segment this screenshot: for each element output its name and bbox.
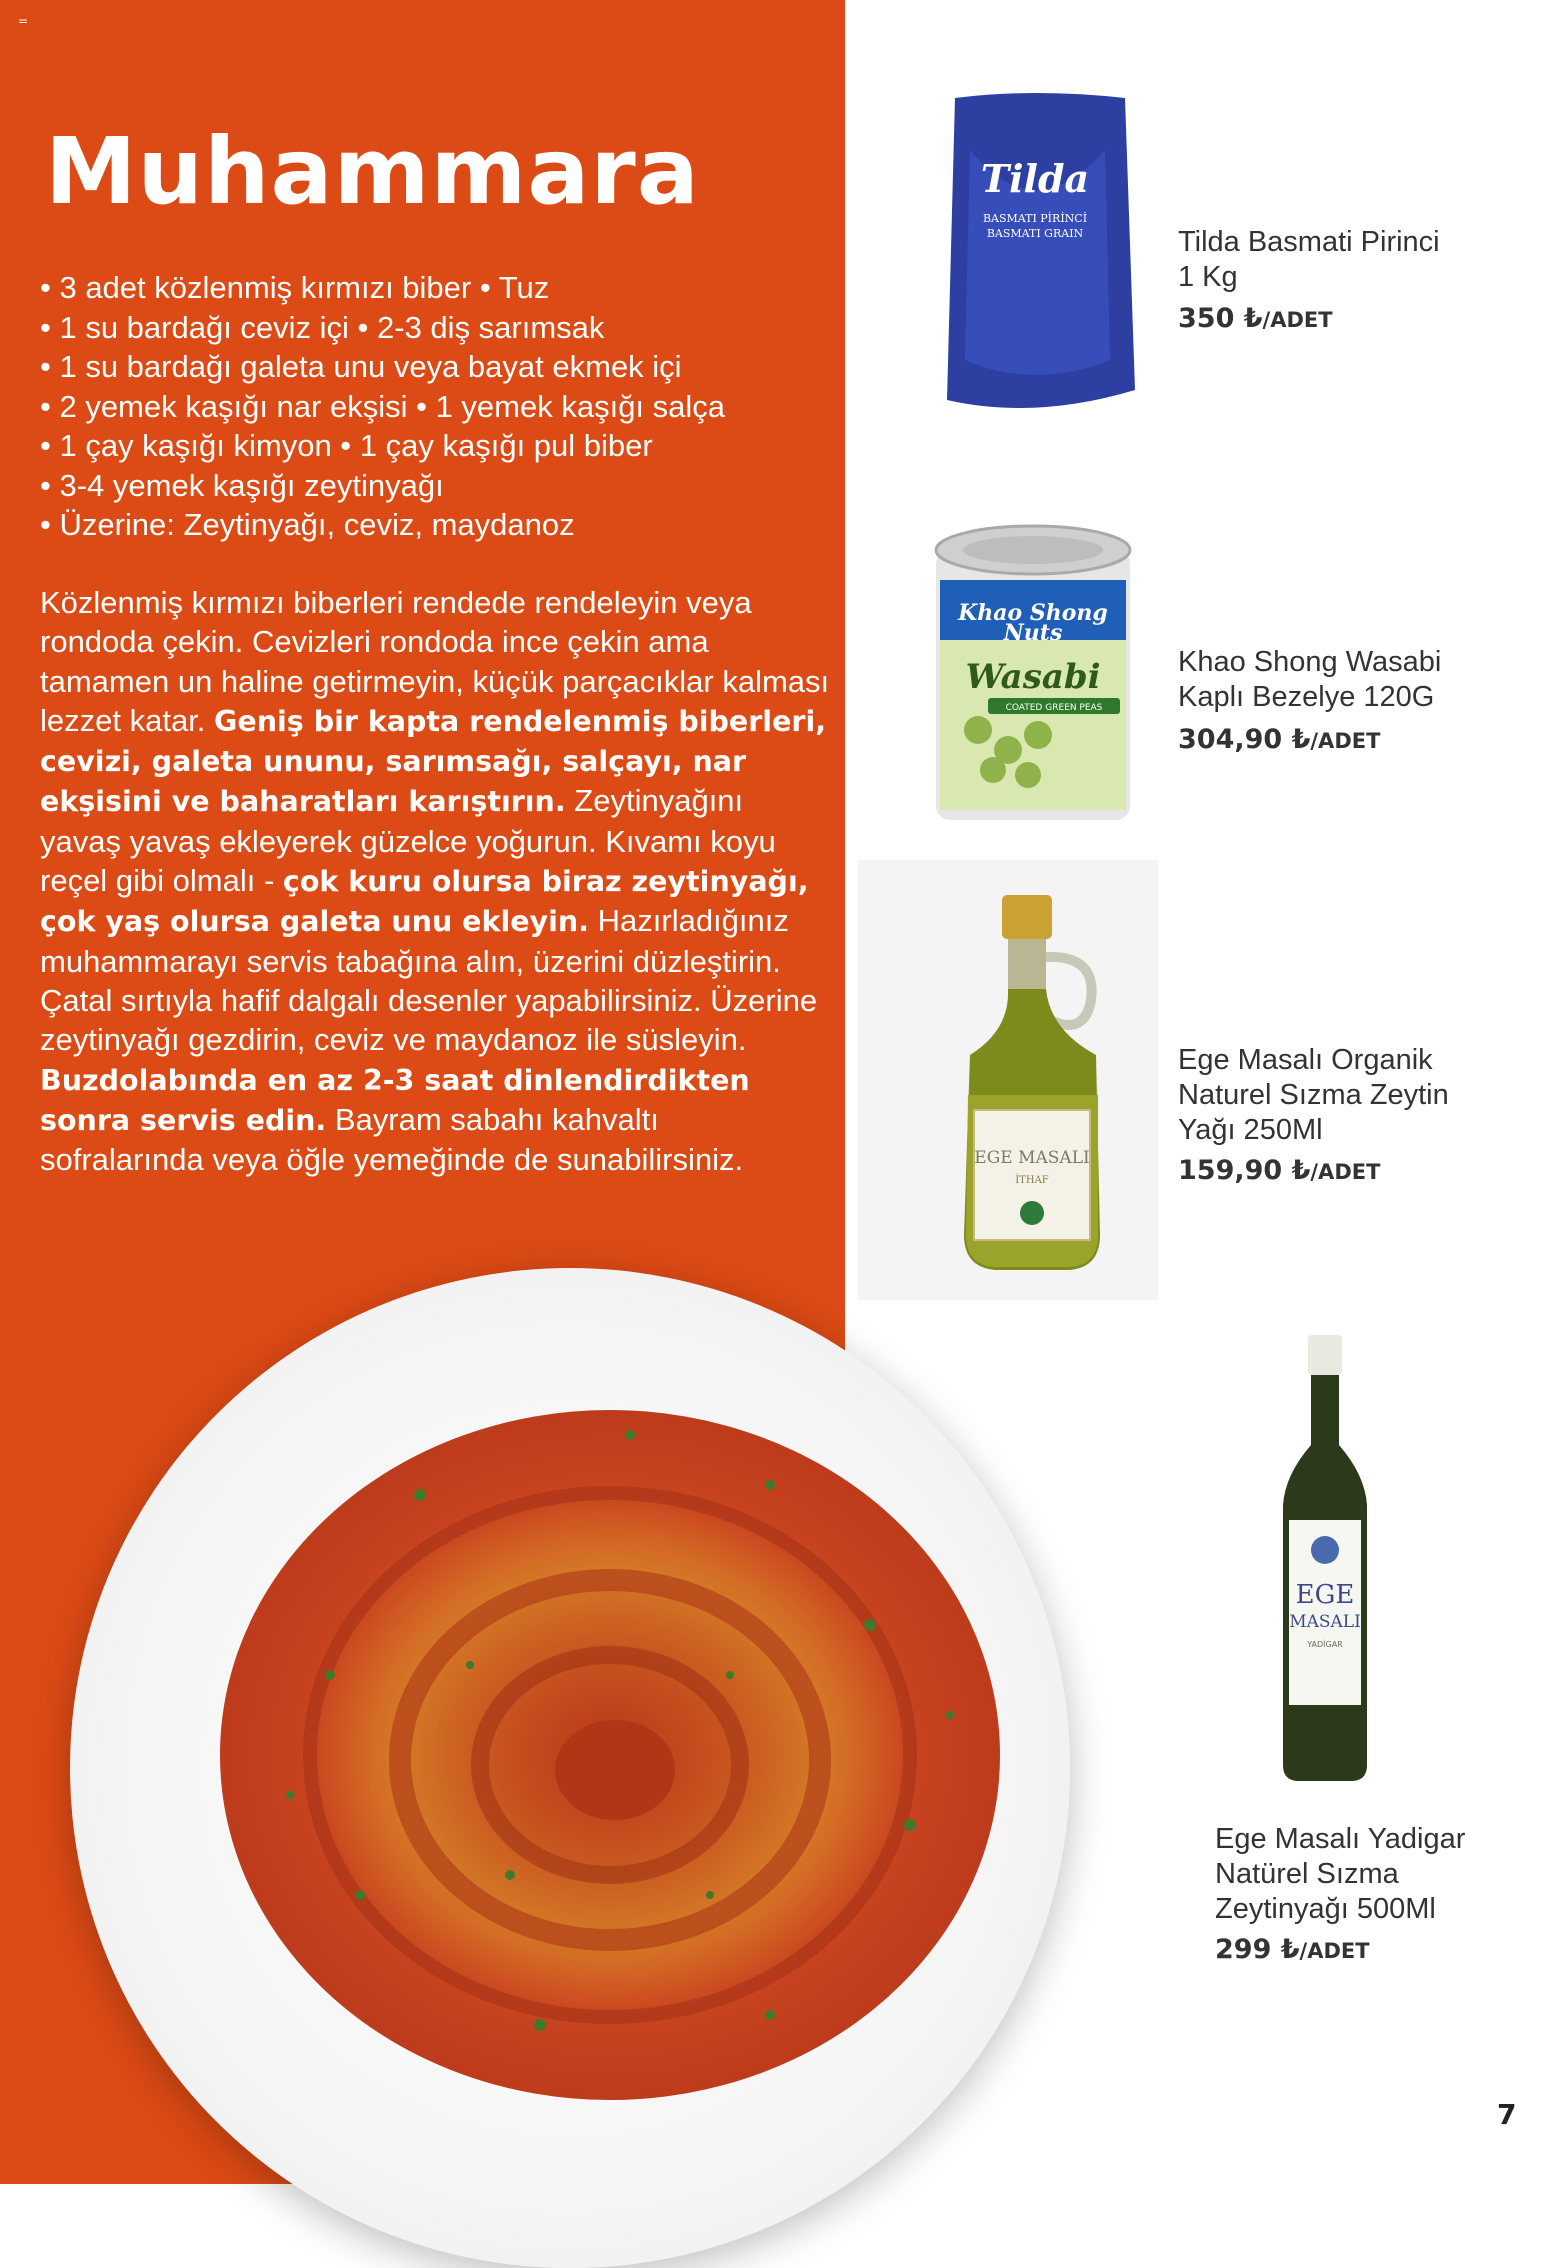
product-name-line: Ege Masalı Organik: [1178, 1044, 1433, 1076]
product-name-line: Zeytinyağı 500Ml: [1215, 1893, 1436, 1925]
pack-brand: Tilda: [980, 156, 1090, 201]
ingredient-list: [40, 268, 830, 545]
ingredient-item: • 3-4 yemek kaşığı zeytinyağı: [40, 467, 444, 503]
ingredient-item: • 3 adet közlenmiş kırmızı biber • Tuz: [40, 270, 550, 305]
pack-text: İTHAF: [1015, 1175, 1049, 1186]
price-unit: /ADET: [1262, 308, 1333, 332]
pack-brand: EGE MASALI: [974, 1148, 1090, 1168]
product-name: [1178, 225, 1440, 295]
product-name-line: Tilda Basmati Pirinci: [1178, 226, 1440, 258]
tilda-rice-pack-image: [935, 90, 1140, 430]
product-name-line: Naturel Sızma Zeytin: [1178, 1079, 1449, 1111]
pack-text: MASALI: [1289, 1612, 1361, 1632]
method-text-bold: Geniş bir kapta rendelenmiş biberleri, cevizi, galeta ununu, sarımsağı, salçayı, nar ekşisini ve baharatları karıştırın.: [40, 704, 827, 819]
pack-text: Nuts: [1003, 620, 1063, 646]
product-name-line: Natürel Sızma: [1215, 1858, 1399, 1890]
ege-masali-250ml-bottle-image: [950, 895, 1120, 1275]
ingredient-item: • 2 yemek kaşığı nar ekşisi • 1 yemek kaşığı salça: [40, 388, 726, 424]
recipe-title: Muhammara: [45, 118, 700, 225]
price-unit: /ADET: [1310, 1160, 1381, 1184]
muhammara-dip-image: [210, 1375, 1010, 2115]
product-name-line: Yağı 250Ml: [1178, 1114, 1323, 1146]
method-text: Zeytinyağını yavaş yavaş ekleyerek güzelce yoğurun. Kıvamı koyu reçel gibi olmalı -: [40, 783, 776, 899]
product-name-line: Khao Shong Wasabi: [1178, 646, 1442, 678]
pack-text: YADİGAR: [1307, 1640, 1343, 1649]
page-mark: =: [18, 14, 29, 28]
ingredient-item: • 1 su bardağı ceviz içi • 2-3 diş sarımsak: [40, 309, 605, 345]
price-unit: /ADET: [1310, 729, 1381, 753]
product-name: [1178, 645, 1441, 715]
product-name-line: Kaplı Bezelye 120G: [1178, 681, 1435, 713]
product-price: [1178, 1155, 1380, 1186]
ingredient-item: • Üzerine: Zeytinyağı, ceviz, maydanoz: [40, 507, 575, 542]
method-text: Hazırladığınız muhammarayı servis tabağına alın, üzerini düzleştirin. Çatal sırtıyla hafif dalgalı desenler yapabilirsiniz. Üzerine zeytinyağı gezdirin, ceviz ve maydanoz ile süsleyin.: [40, 903, 818, 1058]
price-value: 350 ₺: [1178, 303, 1263, 334]
method-text-bold: çok kuru olursa biraz zeytinyağı, çok yaş olursa galeta unu ekleyin.: [40, 865, 809, 939]
price-unit: /ADET: [1299, 1939, 1370, 1963]
ingredient-item: • 1 çay kaşığı kimyon • 1 çay kaşığı pul biber: [40, 428, 653, 463]
pack-text: BASMATI PİRİNCİ: [982, 212, 1088, 225]
product-name-line: Ege Masalı Yadigar: [1215, 1823, 1466, 1855]
price-value: 159,90 ₺: [1178, 1155, 1311, 1186]
ege-masali-500ml-bottle-image: [1275, 1335, 1375, 1785]
product-name: [1178, 1043, 1449, 1148]
method-text-bold: Buzdolabında en az 2-3 saat dinlendirdikten sonra servis edin.: [40, 1063, 750, 1137]
product-name: [1215, 1822, 1465, 1927]
pack-text: BASMATI GRAIN: [986, 227, 1084, 240]
pack-text: COATED GREEN PEAS: [1005, 703, 1103, 713]
recipe-method: [40, 583, 830, 1179]
product-price: [1178, 724, 1380, 755]
method-text: Bayram sabahı kahvaltı sofralarında veya öğle yemeğinde de sunabilirsiniz.: [40, 1101, 744, 1178]
price-value: 304,90 ₺: [1178, 724, 1311, 755]
product-price: [1178, 303, 1333, 334]
price-value: 299 ₺: [1215, 1934, 1300, 1965]
product-price: [1215, 1934, 1370, 1965]
pack-text: Wasabi: [965, 657, 1101, 697]
pack-brand: EGE: [1295, 1580, 1355, 1610]
page-number: 7: [1497, 2098, 1517, 2131]
ingredient-item: • 1 su bardağı galeta unu veya bayat ekmek içi: [40, 349, 682, 384]
method-text: Közlenmiş kırmızı biberleri rendede rendeleyin veya rondoda çekin. Cevizleri rondoda ince çekin ama tamamen un haline getirmeyin, küçük parçacıklar kalması lezzet katar.: [40, 585, 830, 738]
pack-brand: Khao Shong: [958, 600, 1108, 626]
khao-shong-can-image: [928, 520, 1138, 840]
product-name-line: 1 Kg: [1178, 261, 1238, 293]
